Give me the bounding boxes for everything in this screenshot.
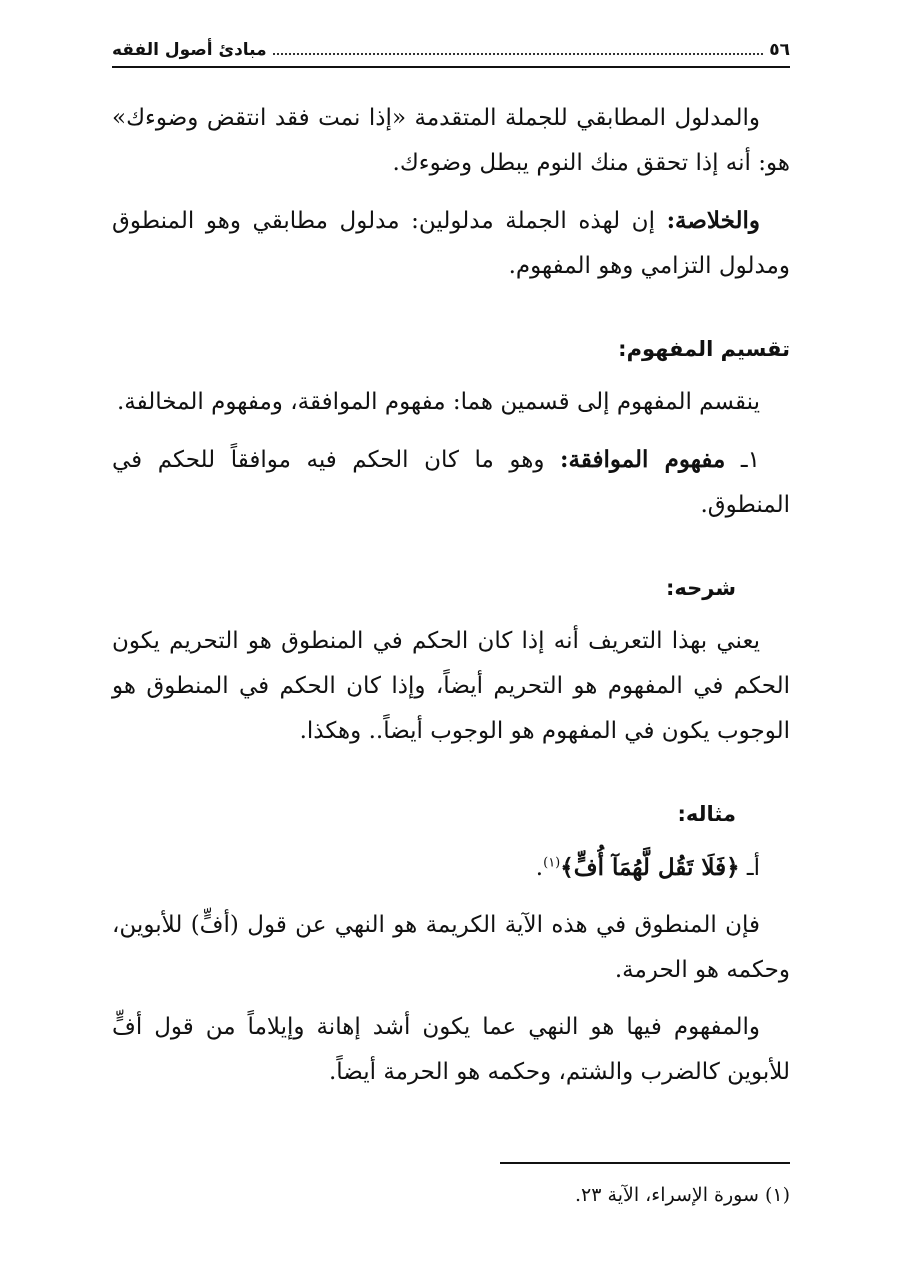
heading-sharhuh: شرحه: xyxy=(666,576,736,600)
paragraph-mantuq-example: فإن المنطوق في هذه الآية الكريمة هو النهي عن قول (أفٍّ) للأبوين، وحكمه هو الحرمة. xyxy=(112,912,790,983)
footnote-ref-1[interactable]: (١) xyxy=(543,855,561,871)
paragraph-khulasa xyxy=(112,198,790,289)
paragraph-mutabiqi: والمدلول المطابقي للجملة المتقدمة «إذا نمت فقد انتقض وضوءك» هو: أنه إذا تحقق منك النوم يبطل وضوءك. xyxy=(112,105,790,176)
muwafaqa-text: وهو ما كان الحكم فيه موافقاً للحكم في المنطوق. xyxy=(112,447,790,518)
running-header xyxy=(112,28,790,68)
footnote-separator xyxy=(500,1162,790,1164)
paragraph-example-verse xyxy=(112,845,790,891)
example-letter: أـ xyxy=(739,855,760,881)
page-number: ٥٦ xyxy=(769,40,790,60)
muwafaqa-lead: مفهوم الموافقة: xyxy=(560,446,726,473)
paragraph-mafhum-example: والمفهوم فيها هو النهي عما يكون أشد إهانة وإيلاماً من قول أفٍّ للأبوين كالضرب والشتم، وحكمه هو الحرمة أيضاً. xyxy=(112,1014,790,1085)
paragraph-sharh: يعني بهذا التعريف أنه إذا كان الحكم في المنطوق هو التحريم يكون الحكم في المفهوم هو التحريم أيضاً، وإذا كان الحكم في المنطوق هو الوجوب يكون في المفهوم هو الوجوب أيضاً.. وهكذا. xyxy=(112,628,790,744)
quran-verse: ﴿فَلَا تَقُل لَّهُمَآ أُفٍّ﴾ xyxy=(560,854,740,881)
khulasa-text: إن لهذه الجملة مدلولين: مدلول مطابقي وهو المنطوق ومدلول التزامي وهو المفهوم. xyxy=(112,208,790,279)
paragraph-mafhum-muwafaqa xyxy=(112,437,790,528)
item-number: ١ـ xyxy=(725,447,760,473)
verse-period: . xyxy=(535,855,544,881)
page-body xyxy=(112,96,790,1095)
paragraph-inqisam: ينقسم المفهوم إلى قسمين هما: مفهوم الموافقة، ومفهوم المخالفة. xyxy=(116,389,760,415)
footnote-1: (١) سورة الإسراء، الآية ٢٣. xyxy=(575,1184,790,1206)
heading-taqsim-al-mafhum: تقسيم المفهوم: xyxy=(618,337,790,361)
book-title: مبادئ أصول الفقه xyxy=(112,40,267,60)
heading-mithaluh: مثاله: xyxy=(677,802,736,826)
khulasa-lead: والخلاصة: xyxy=(666,207,760,234)
header-leader-dots xyxy=(273,53,764,55)
